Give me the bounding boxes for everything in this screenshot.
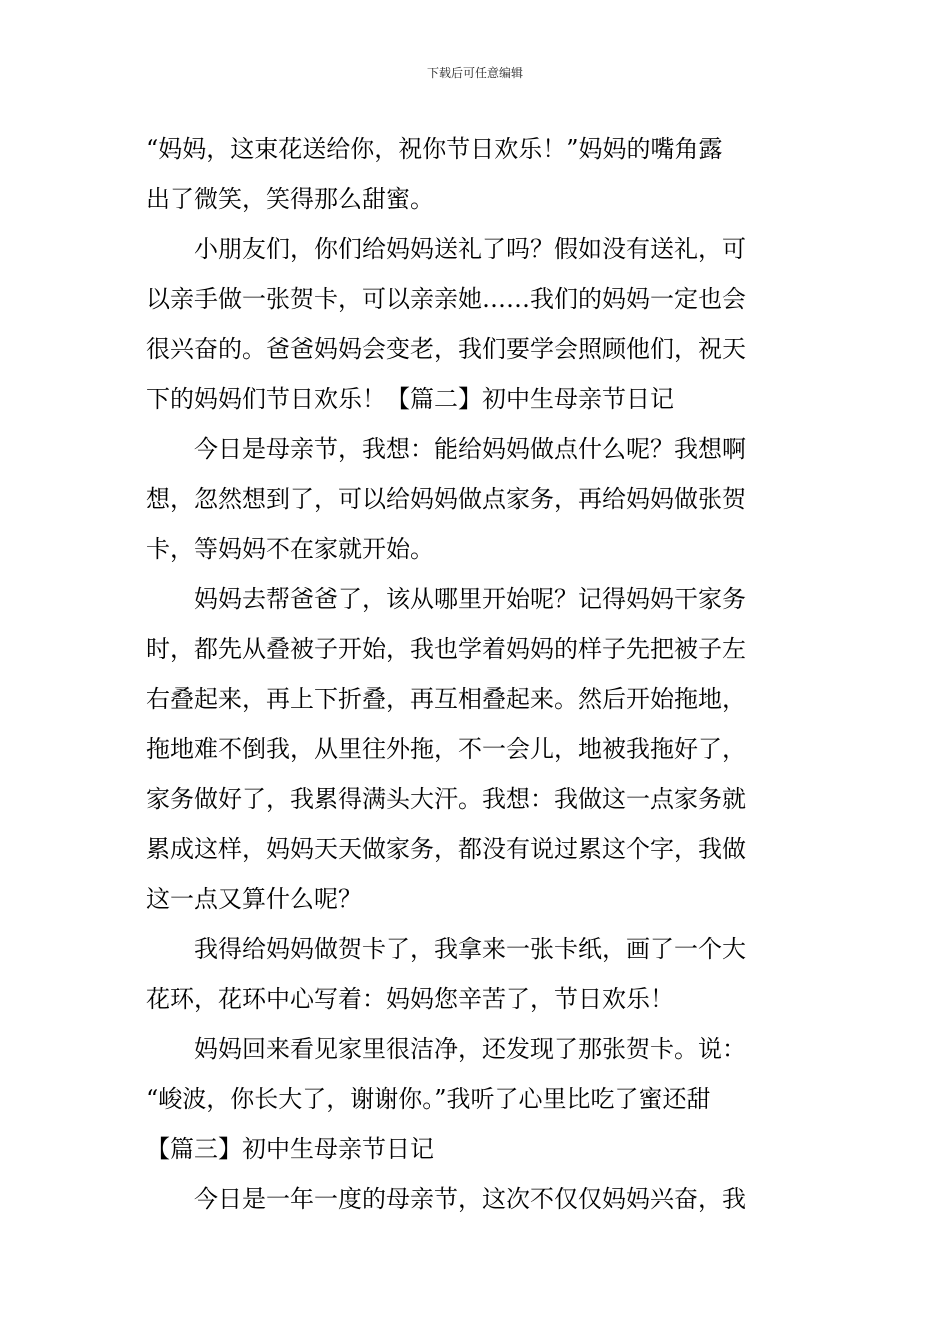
text-line: 今日是一年一度的母亲节，这次不仅仅妈妈兴奋，我 — [146, 1185, 746, 1213]
text-line: 家务做好了，我累得满头大汗。我想：我做这一点家务就 — [146, 785, 746, 813]
text-line: 【篇三】初中生母亲节日记 — [146, 1135, 434, 1163]
text-line: “妈妈，这束花送给你，祝你节日欢乐！”妈妈的嘴角露 — [146, 135, 723, 163]
text-line: 妈妈去帮爸爸了，该从哪里开始呢？记得妈妈干家务 — [146, 585, 746, 613]
text-line: 妈妈回来看见家里很洁净，还发现了那张贺卡。说： — [146, 1035, 746, 1063]
text-line: 这一点又算什么呢？ — [146, 885, 362, 913]
text-line: 想，忽然想到了，可以给妈妈做点家务，再给妈妈做张贺 — [146, 485, 746, 513]
page-header: 下载后可任意编辑 — [426, 66, 523, 80]
text-line: 出了微笑，笑得那么甜蜜。 — [146, 185, 434, 213]
text-line: 花环，花环中心写着：妈妈您辛苦了，节日欢乐！ — [146, 985, 674, 1013]
text-line: 以亲手做一张贺卡，可以亲亲她……我们的妈妈一定也会 — [146, 285, 746, 313]
body-text — [146, 124, 808, 1224]
text-line: 小朋友们，你们给妈妈送礼了吗？假如没有送礼，可 — [146, 235, 746, 263]
text-line: 下的妈妈们节日欢乐！【篇二】初中生母亲节日记 — [146, 385, 674, 413]
text-line: 右叠起来，再上下折叠，再互相叠起来。然后开始拖地， — [146, 685, 746, 713]
text-line: 今日是母亲节，我想：能给妈妈做点什么呢？我想啊 — [146, 435, 746, 463]
text-line: 我得给妈妈做贺卡了，我拿来一张卡纸，画了一个大 — [146, 935, 746, 963]
text-line: “峻波，你长大了，谢谢你。”我听了心里比吃了蜜还甜 — [146, 1085, 711, 1113]
text-line: 很兴奋的。爸爸妈妈会变老，我们要学会照顾他们，祝天 — [146, 335, 746, 363]
text-line: 卡，等妈妈不在家就开始。 — [146, 535, 434, 563]
text-line: 拖地难不倒我，从里往外拖，不一会儿，地被我拖好了， — [146, 735, 746, 763]
text-line: 时，都先从叠被子开始，我也学着妈妈的样子先把被子左 — [146, 635, 746, 663]
text-line: 累成这样，妈妈天天做家务，都没有说过累这个字，我做 — [146, 835, 746, 863]
